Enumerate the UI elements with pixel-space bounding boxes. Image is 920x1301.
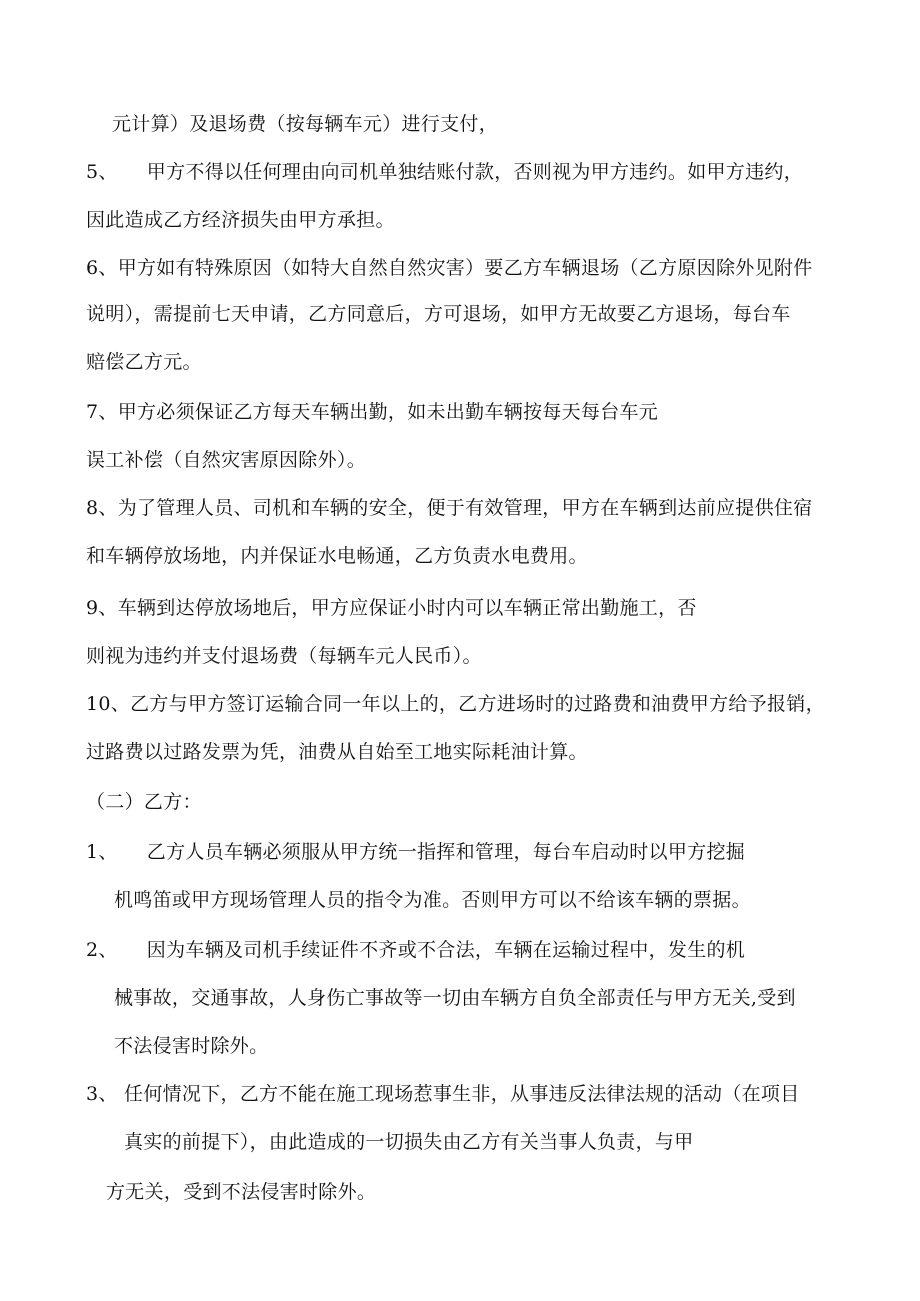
text-line: 械事故，交通事故，人身伤亡事故等一切由车辆方自负全部责任与甲方无关,受到 [114,987,796,1009]
text-line: 9、车辆到达停放场地后，甲方应保证小时内可以车辆正常出勤施工，否 [86,597,697,619]
section-heading: （二）乙方： [86,791,202,813]
text-line: 元计算）及退场费（按每辆车元）进行支付， [112,113,499,135]
text-line: 和车辆停放场地，内并保证水电畅通，乙方负责水电费用。 [86,545,588,567]
text-line: 因此造成乙方经济损失由甲方承担。 [86,209,395,231]
text-line: 说明），需提前七天申请，乙方同意后，方可退场，如甲方无故要乙方退场，每台车 [86,303,791,325]
text-line: 3、 任何情况下，乙方不能在施工现场惹事生非，从事违反法律法规的活动（在项目 [86,1083,800,1105]
text-line: 误工补偿（自然灾害原因除外）。 [86,449,367,471]
text-line: 不法侵害时除外。 [114,1035,269,1057]
text-line: 5、 甲方不得以任何理由向司机单独结账付款，否则视为甲方违约。如甲方违约， [86,161,803,183]
text-line: 1、 乙方人员车辆必须服从甲方统一指挥和管理，每台车启动时以甲方挖掘 [86,841,746,863]
text-line: 7、甲方必须保证乙方每天车辆出勤，如未出勤车辆按每天每台车元 [86,401,659,423]
text-line: 方无关，受到不法侵害时除外。 [106,1181,377,1203]
text-line: 10、乙方与甲方签订运输合同一年以上的，乙方进场时的过路费和油费甲方给予报销， [86,693,825,715]
text-line: 则视为违约并支付退场费（每辆车元人民币）。 [86,645,482,667]
text-line: 2、 因为车辆及司机手续证件不齐或不合法，车辆在运输过程中，发生的机 [86,939,746,961]
text-line: 真实的前提下），由此造成的一切损失由乙方有关当事人负责，与甲 [124,1131,694,1153]
text-line: 机鸣笛或甲方现场管理人员的指令为准。否则甲方可以不给该车辆的票据。 [114,889,751,911]
text-line: 8、为了管理人员、司机和车辆的安全，便于有效管理，甲方在车辆到达前应提供住宿 [86,497,813,519]
text-line: 过路费以过路发票为凭，油费从自始至工地实际耗油计算。 [86,741,588,763]
text-line: 赔偿乙方元。 [86,351,202,373]
text-line: 6、甲方如有特殊原因（如特大自然自然灾害）要乙方车辆退场（乙方原因除外见附件 [86,257,813,279]
